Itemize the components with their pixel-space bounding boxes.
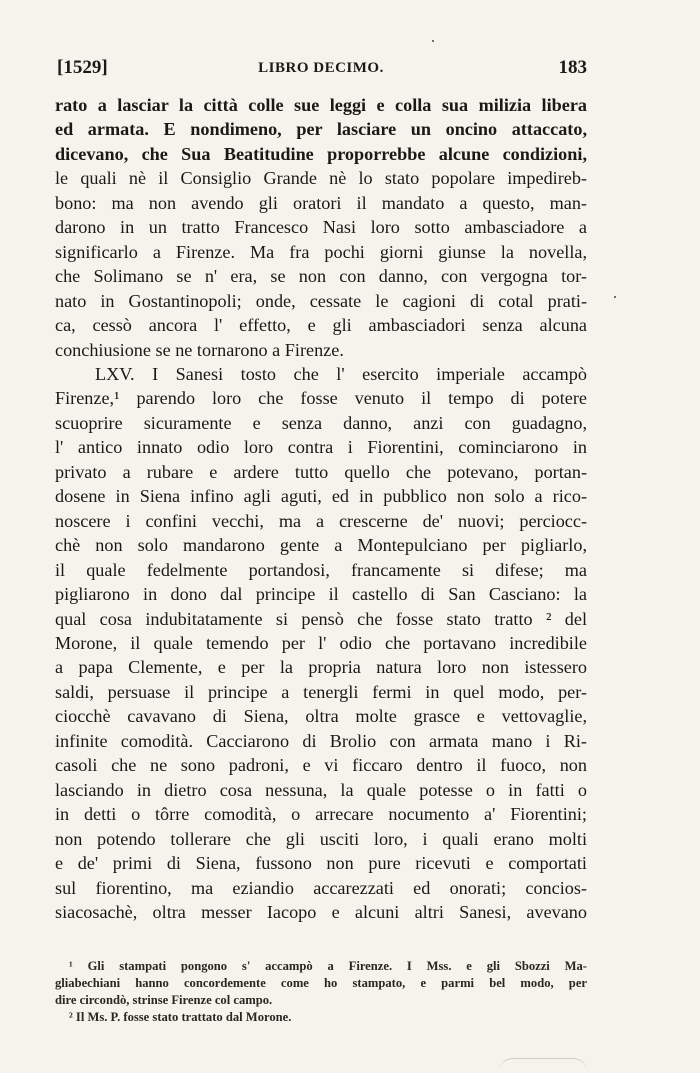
print-speck: [614, 296, 616, 298]
text-line: l' antico innato odio loro contra i Fiorentini, cominciarono in: [55, 437, 587, 458]
text-line: e de' primi di Siena, fussono non pure ricevuti e comportati: [55, 853, 587, 874]
section-start-line: LXV. I Sanesi tosto che l' esercito imperiale accampò: [95, 363, 587, 384]
text-line: dicevano, che Sua Beatitudine proporrebbe alcune condizioni,: [55, 143, 587, 164]
text-line: saldi, persuase il principe a tenergli fermi in quel modo, per-: [55, 681, 587, 702]
footnotes: [55, 958, 587, 1026]
text-line: Morone, il quale temendo per l' odio che portavano incredibile: [55, 632, 587, 653]
text-line: lasciando in dietro cosa nessuna, la quale potesse o in fatti o: [55, 779, 587, 800]
text-line: rato a lasciar la città colle sue leggi e colla sua milizia libera: [55, 95, 587, 115]
page-edge-mark: [498, 1058, 588, 1073]
footnote-1-line: ¹ Gli stampati pongono s' accampò a Firenze. I Mss. e gli Sbozzi Ma-: [69, 959, 587, 974]
text-line: chè non solo mandarono gente a Montepulciano per pigliarlo,: [55, 535, 587, 556]
footnote-1-line: dire circondò, strinse Firenze col campo.: [55, 993, 273, 1008]
text-line: conchiusione se ne tornarono a Firenze.: [55, 339, 344, 360]
text-line: qual cosa indubitatamente si pensò che fosse stato tratto ² del: [55, 608, 587, 629]
text-line: ed armata. E nondimeno, per lasciare un oncino attaccato,: [55, 119, 587, 140]
text-line: Firenze,¹ parendo loro che fosse venuto il tempo di potere: [55, 388, 587, 409]
text-line: bono: ma non avendo gli oratori il mandato a questo, man-: [55, 192, 587, 213]
text-line: a papa Clemente, e per la propria natura loro non istessero: [55, 657, 587, 678]
text-line: sul fiorentino, ma eziandio accarezzati ed onorati; concios-: [55, 877, 587, 898]
text-line: pigliarono in dono dal principe il castello di San Casciano: la: [55, 584, 587, 605]
text-line: privato a rubare e ardere tutto quello che potevano, portan-: [55, 461, 587, 482]
text-line: ca, cessò ancora l' effetto, e gli ambasciadori senza alcuna: [55, 315, 587, 336]
text-line: le quali nè il Consiglio Grande nè lo stato popolare impedireb-: [55, 168, 587, 189]
text-line: che Solimano se n' era, se non con danno, con vergogna tor-: [55, 266, 587, 287]
text-line: nato in Gostantinopoli; onde, cessate le cagioni di cotal prati-: [55, 290, 587, 311]
running-head-title: LIBRO DECIMO.: [258, 60, 384, 76]
text-line: ciocchè cavavano di Siena, oltra molte grasce e vettovaglie,: [55, 706, 587, 727]
body-text: [55, 93, 587, 924]
text-line: casoli che ne sono padroni, e vi ficcaro dentro il fuoco, non: [55, 755, 587, 776]
text-line: scuoprire sicuramente e senza danno, anzi con guadagno,: [55, 412, 587, 433]
footnote-1-line: gliabechiani hanno concordemente come ho stampato, e parmi bel modo, per: [55, 976, 587, 991]
running-head-year: [1529]: [57, 57, 108, 78]
text-line: in detti o tôrre comodità, o arrecare nocumento a' Fiorentini;: [55, 804, 587, 825]
text-line: darono in un tratto Francesco Nasi loro sotto ambasciadore a: [55, 217, 587, 238]
text-line: noscere i confini vecchi, ma a crescerne de' nuovi; perciocc-: [55, 510, 587, 531]
footnote-2: ² Il Ms. P. fosse stato trattato dal Morone.: [69, 1010, 292, 1025]
text-line: dosene in Siena infino agli aguti, ed in pubblico non solo a rico-: [55, 486, 587, 507]
page-number: 183: [558, 57, 587, 78]
text-line: significarlo a Firenze. Ma fra pochi giorni giunse la novella,: [55, 241, 587, 262]
text-line: infinite comodità. Cacciarono di Brolio con armata mano i Ri-: [55, 730, 587, 751]
book-page: [55, 52, 587, 1026]
text-line: non potendo tollerare che gli usciti loro, i quali erano molti: [55, 828, 587, 849]
running-head: [55, 52, 587, 82]
text-line: il quale fedelmente portandosi, francamente si difese; ma: [55, 559, 587, 580]
print-speck: [432, 40, 434, 42]
text-line: siacosachè, oltra messer Iacopo e alcuni altri Sanesi, avevano: [55, 901, 587, 922]
